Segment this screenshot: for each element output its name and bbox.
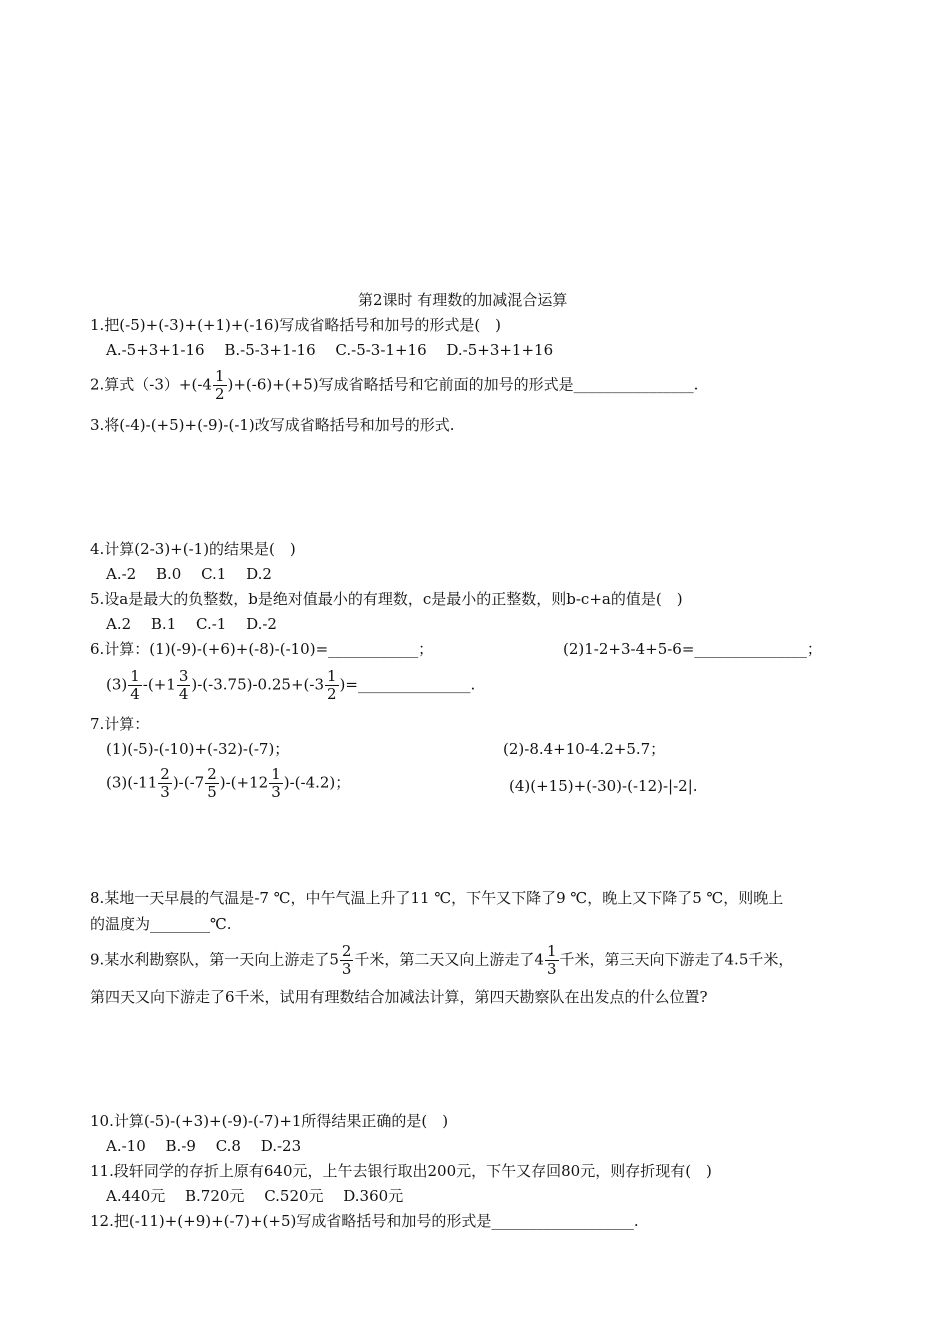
q7p3-mid-1: )-(-7 xyxy=(172,773,205,792)
q9-fraction-2 xyxy=(545,943,559,978)
question-7-part-4: (4)(+15)+(-30)-(-12)-|-2|. xyxy=(509,777,698,795)
question-10-options: A.-10 B.-9 C.8 D.-23 xyxy=(106,1137,302,1155)
question-5: 5.设a是最大的负整数，b是绝对值最小的有理数，c是最小的正整数，则b-c+a的值是( ) xyxy=(90,590,683,608)
frac-den: 3 xyxy=(341,960,352,978)
q7p3-fraction-1 xyxy=(158,766,172,801)
question-1-options: A.-5+3+1-16 B.-5-3+1-16 C.-5-3-1+16 D.-5+3+1+16 xyxy=(106,341,554,359)
q9-post: 千米，第三天向下游走了4.5千米， xyxy=(559,950,794,969)
q2-fraction xyxy=(213,368,227,403)
q7p3-tail: )-(-4.2)； xyxy=(283,773,351,792)
q6p3-fraction-3 xyxy=(325,668,339,703)
question-11-options: A.440元 B.720元 C.520元 D.360元 xyxy=(106,1187,404,1205)
q7p3-fraction-2 xyxy=(205,766,219,801)
question-6-part-2: (2)1-2+3-4+5-6=_______________； xyxy=(563,640,822,658)
q2-pre: 2.算式（-3）+(-4 xyxy=(90,375,212,394)
page-title: 第2课时 有理数的加减混合运算 xyxy=(358,291,568,309)
q2-frac-den: 2 xyxy=(214,385,225,403)
question-7-part-3 xyxy=(106,766,350,801)
q6p3-mid-1: -(+1 xyxy=(142,675,176,694)
q2-frac-num: 1 xyxy=(214,367,225,385)
q2-post: )+(-6)+(+5)写成省略括号和它前面的加号的形式是________________. xyxy=(227,375,699,394)
question-11: 11.段轩同学的存折上原有640元，上午去银行取出200元，下午又存回80元，则存折现有( ) xyxy=(90,1162,712,1180)
question-8-line-2: 的温度为________℃. xyxy=(90,915,232,933)
frac-num: 1 xyxy=(546,942,557,960)
frac-den: 4 xyxy=(130,685,140,703)
question-7-part-2: (2)-8.4+10-4.2+5.7； xyxy=(503,740,666,758)
frac-num: 1 xyxy=(326,667,337,685)
frac-den: 4 xyxy=(178,685,189,703)
q6p3-fraction-1 xyxy=(128,668,142,703)
q9-mid: 千米，第二天又向上游走了4 xyxy=(354,950,544,969)
question-2 xyxy=(90,368,698,403)
frac-num: 2 xyxy=(341,942,352,960)
q7p3-lead: (3)(-11 xyxy=(106,773,158,792)
q6p3-tail: )=_______________. xyxy=(339,675,476,694)
question-5-options: A.2 B.1 C.-1 D.-2 xyxy=(106,615,277,633)
q7p3-fraction-3 xyxy=(269,766,283,801)
question-10: 10.计算(-5)-(+3)+(-9)-(-7)+1所得结果正确的是( ) xyxy=(90,1112,449,1130)
frac-den: 2 xyxy=(326,685,337,703)
frac-den: 5 xyxy=(207,783,217,801)
question-4: 4.计算(2-3)+(-1)的结果是( ) xyxy=(90,540,296,558)
frac-den: 3 xyxy=(271,783,281,801)
frac-den: 3 xyxy=(160,783,170,801)
question-9-line-1 xyxy=(90,943,793,978)
frac-num: 2 xyxy=(207,765,217,783)
question-4-options: A.-2 B.0 C.1 D.2 xyxy=(106,565,272,583)
question-3: 3.将(-4)-(+5)+(-9)-(-1)改写成省略括号和加号的形式. xyxy=(90,416,455,434)
q7p3-mid-2: )-(+12 xyxy=(219,773,269,792)
question-7: 7.计算： xyxy=(90,715,150,733)
frac-num: 1 xyxy=(130,667,140,685)
frac-num: 2 xyxy=(160,765,170,783)
frac-num: 3 xyxy=(178,667,189,685)
question-7-part-1: (1)(-5)-(-10)+(-32)-(-7)； xyxy=(106,740,290,758)
question-6-part-1: 6.计算：(1)(-9)-(+6)+(-8)-(-10)=____________； xyxy=(90,640,434,658)
q6p3-fraction-2 xyxy=(177,668,191,703)
question-9-line-2: 第四天又向下游走了6千米，试用有理数结合加减法计算，第四天勘察队在出发点的什么位置? xyxy=(90,988,708,1006)
q6p3-mid-2: )-(-3.75)-0.25+(-3 xyxy=(191,675,324,694)
q6p3-lead: (3) xyxy=(106,675,128,694)
question-12: 12.把(-11)+(+9)+(-7)+(+5)写成省略括号和加号的形式是___________________. xyxy=(90,1212,639,1230)
q9-pre: 9.某水利勘察队，第一天向上游走了5 xyxy=(90,950,339,969)
frac-den: 3 xyxy=(546,960,557,978)
q9-fraction-1 xyxy=(340,943,354,978)
question-6-part-3 xyxy=(106,668,475,703)
frac-num: 1 xyxy=(271,765,281,783)
question-1: 1.把(-5)+(-3)+(+1)+(-16)写成省略括号和加号的形式是( ) xyxy=(90,316,502,334)
question-8-line-1: 8.某地一天早晨的气温是-7 ℃，中午气温上升了11 ℃，下午又下降了9 ℃，晚上又下降了5 ℃，则晚上 xyxy=(90,889,784,907)
